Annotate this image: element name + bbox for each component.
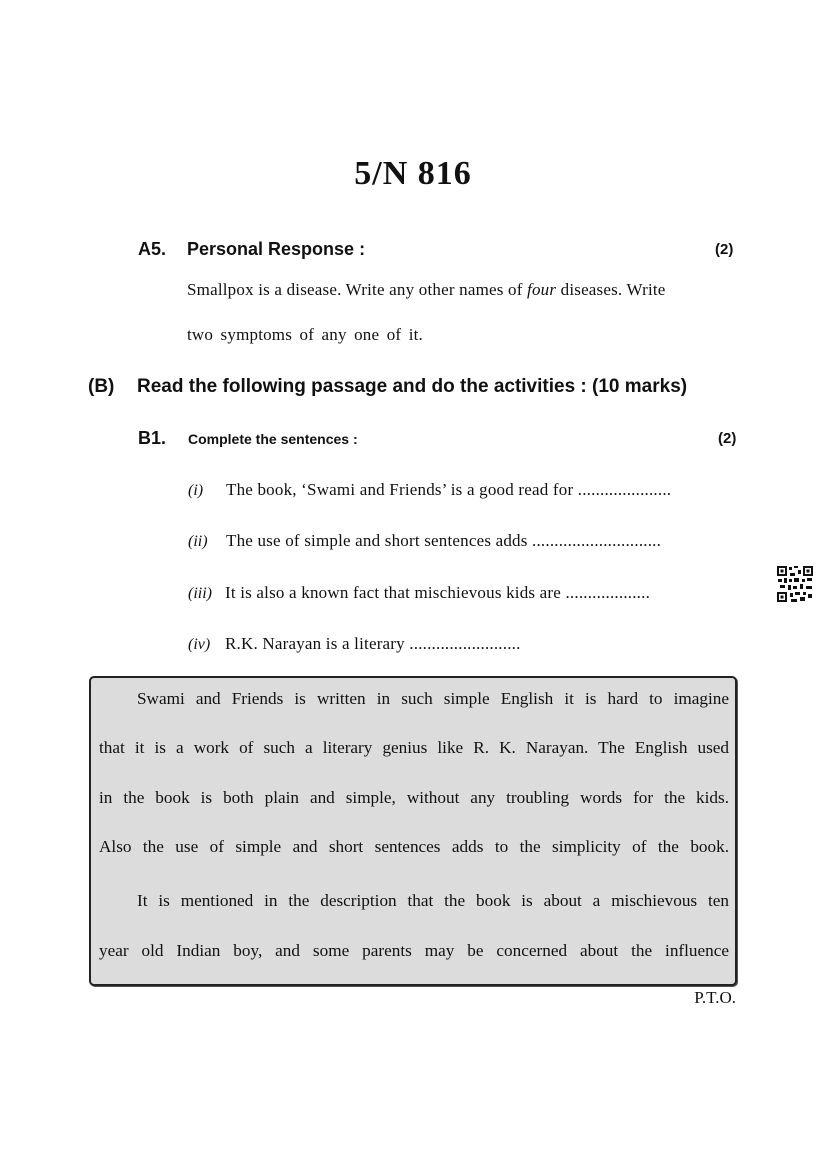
item-text: R.K. Narayan is a literary ......................... xyxy=(225,634,521,653)
passage-line-5: It is mentioned in the description that the book is about a mischievous ten xyxy=(137,891,729,910)
marks-a5: (2) xyxy=(715,241,734,258)
marks-b1: (2) xyxy=(718,430,737,447)
item-text: The book, ‘Swami and Friends’ is a good read for ..................... xyxy=(226,480,672,499)
question-title-a5: Personal Response : xyxy=(187,239,366,259)
b1-item-3 xyxy=(188,583,740,603)
b1-item-2 xyxy=(188,531,740,551)
question-title-b1: Complete the sentences : xyxy=(188,431,358,447)
passage-box xyxy=(89,676,737,986)
page-turn-note: P.T.O. xyxy=(694,988,736,1007)
a5-question-line-2: two symptoms of any one of it. xyxy=(187,325,424,344)
question-label-a5: A5. xyxy=(138,239,167,259)
item-text: The use of simple and short sentences adds ............................. xyxy=(226,531,662,550)
section-b-title: Read the following passage and do the activities : (10 marks) xyxy=(137,376,688,397)
qr-code-icon xyxy=(776,565,814,603)
a5-line1-emphasis: four xyxy=(527,280,557,299)
paper-code: 5/N 816 xyxy=(354,155,472,192)
passage-line-2: that it is a work of such a literary genius like R. K. Narayan. The English used xyxy=(99,738,729,757)
a5-question-line-1 xyxy=(187,280,739,300)
passage-line-3: in the book is both plain and simple, without any troubling words for the kids. xyxy=(99,788,729,807)
passage-line-6: year old Indian boy, and some parents may be concerned about the influence xyxy=(99,941,729,960)
b1-item-4 xyxy=(188,634,740,654)
item-number: (iv) xyxy=(188,636,211,653)
section-b-label: (B) xyxy=(88,376,115,397)
item-number: (ii) xyxy=(188,533,208,550)
item-number: (iii) xyxy=(188,585,212,602)
passage-line-4: Also the use of simple and short sentences adds to the simplicity of the book. xyxy=(99,837,729,856)
b1-item-1 xyxy=(188,480,740,500)
item-text: It is also a known fact that mischievous kids are ................... xyxy=(225,583,651,602)
a5-line1-part-a: Smallpox is a disease. Write any other names of xyxy=(187,280,523,299)
question-label-b1: B1. xyxy=(138,428,167,448)
a5-line1-part-b: diseases. Write xyxy=(560,280,666,299)
item-number: (i) xyxy=(188,482,204,499)
passage-line-1: Swami and Friends is written in such simple English it is hard to imagine xyxy=(137,689,729,708)
